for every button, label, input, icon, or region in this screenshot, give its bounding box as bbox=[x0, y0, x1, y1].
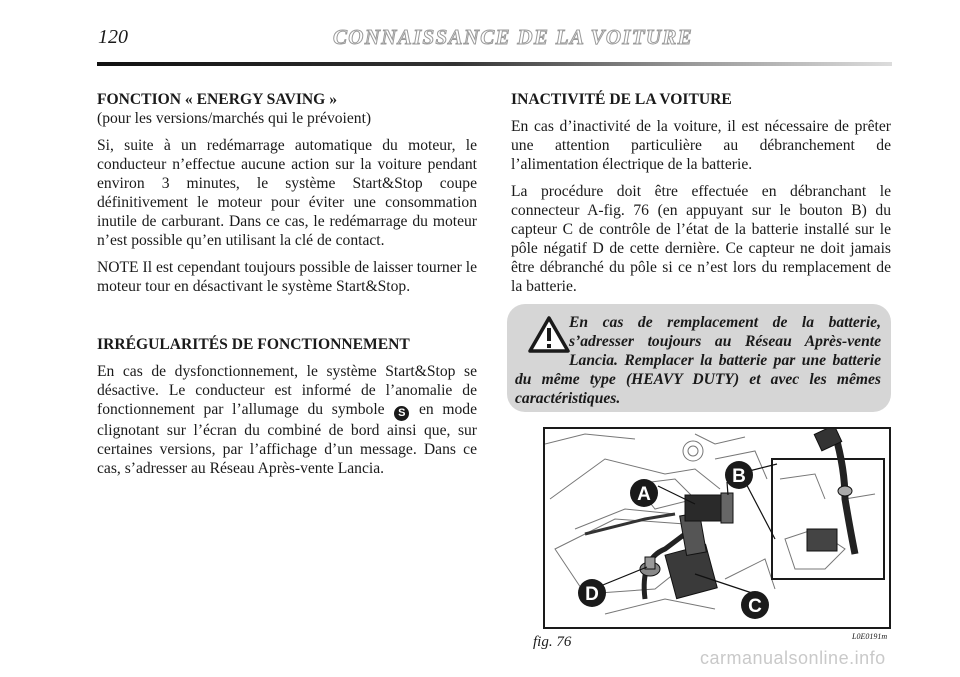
energy-saving-heading: FONCTION « ENERGY SAVING » bbox=[97, 91, 338, 108]
callout-B: B bbox=[732, 466, 746, 487]
energy-saving-subheading: (pour les versions/marchés qui le prévoient) bbox=[97, 110, 372, 127]
running-title: CONNAISSANCE DE LA VOITURE bbox=[333, 25, 693, 49]
page-number: 120 bbox=[98, 26, 128, 48]
figure-code: L0E0191m bbox=[852, 632, 888, 641]
start-stop-failure-icon: S bbox=[394, 406, 409, 421]
callout-A: A bbox=[637, 484, 651, 505]
irregularities-text-before: En cas de dysfonctionnement, le système Start&Stop se désactive. Le conducteur est informé de l’anomalie de fonctionnement par l’allumage du symbole bbox=[97, 363, 477, 418]
figure-caption: fig. 76 bbox=[533, 634, 572, 650]
irregularities-heading: IRRÉGULARITÉS DE FONCTIONNEMENT bbox=[97, 336, 410, 353]
left-column bbox=[97, 90, 477, 486]
inactivity-paragraph-2: La procédure doit être effectuée en débranchant le connecteur A-fig. 76 (en appuyant sur le bouton B) du capteur C de contrôle de l’état de la batterie installé sur le pôle négatif D de cette dernière. Ce capteur ne doit jamais être débranché du pôle si ce n’est lors du remplacement de la batterie. bbox=[511, 183, 891, 295]
energy-saving-paragraph: Si, suite à un redémarrage automatique du moteur, le conducteur n’effectue aucune action sur la voiture pendant environ 3 minutes, le système Start&Stop coupe définitivement le moteur pour éviter une consommation inutile de carburant. Dans ce cas, le redémarrage du moteur n’est possible qu’en utilisant la clé de contact. bbox=[97, 137, 477, 249]
inactivity-heading: INACTIVITÉ DE LA VOITURE bbox=[511, 91, 732, 108]
figure-76 bbox=[543, 427, 891, 629]
battery-illustration bbox=[545, 429, 889, 627]
callout-D: D bbox=[585, 584, 599, 605]
header-rule bbox=[97, 62, 892, 66]
warning-text: En cas de remplacement de la batterie, s’adresser toujours au Réseau Après-vente Lancia. Remplacer la batterie par une batterie du même type (HEAVY DUTY) et avec les mêmes caractéristiques. bbox=[515, 314, 881, 407]
irregularities-paragraph bbox=[97, 362, 477, 478]
energy-saving-note: NOTE Il est cependant toujours possible de laisser tourner le moteur tour en désactivant le système Start&Stop. bbox=[97, 259, 477, 295]
inactivity-paragraph-1: En cas d’inactivité de la voiture, il est nécessaire de prêter une attention particulière au débranchement de l’alimentation électrique de la batterie. bbox=[511, 118, 891, 173]
watermark: carmanualsonline.info bbox=[700, 648, 886, 668]
right-column bbox=[511, 90, 891, 304]
irregularities-text-after: en mode clignotant sur l’écran du combiné de bord ainsi que, sur certaines versions, par l’affichage d’un message. Dans ce cas, s’adresser au Réseau Après-vente Lancia. bbox=[97, 401, 478, 477]
callout-C: C bbox=[748, 596, 762, 617]
warning-box bbox=[507, 304, 891, 412]
